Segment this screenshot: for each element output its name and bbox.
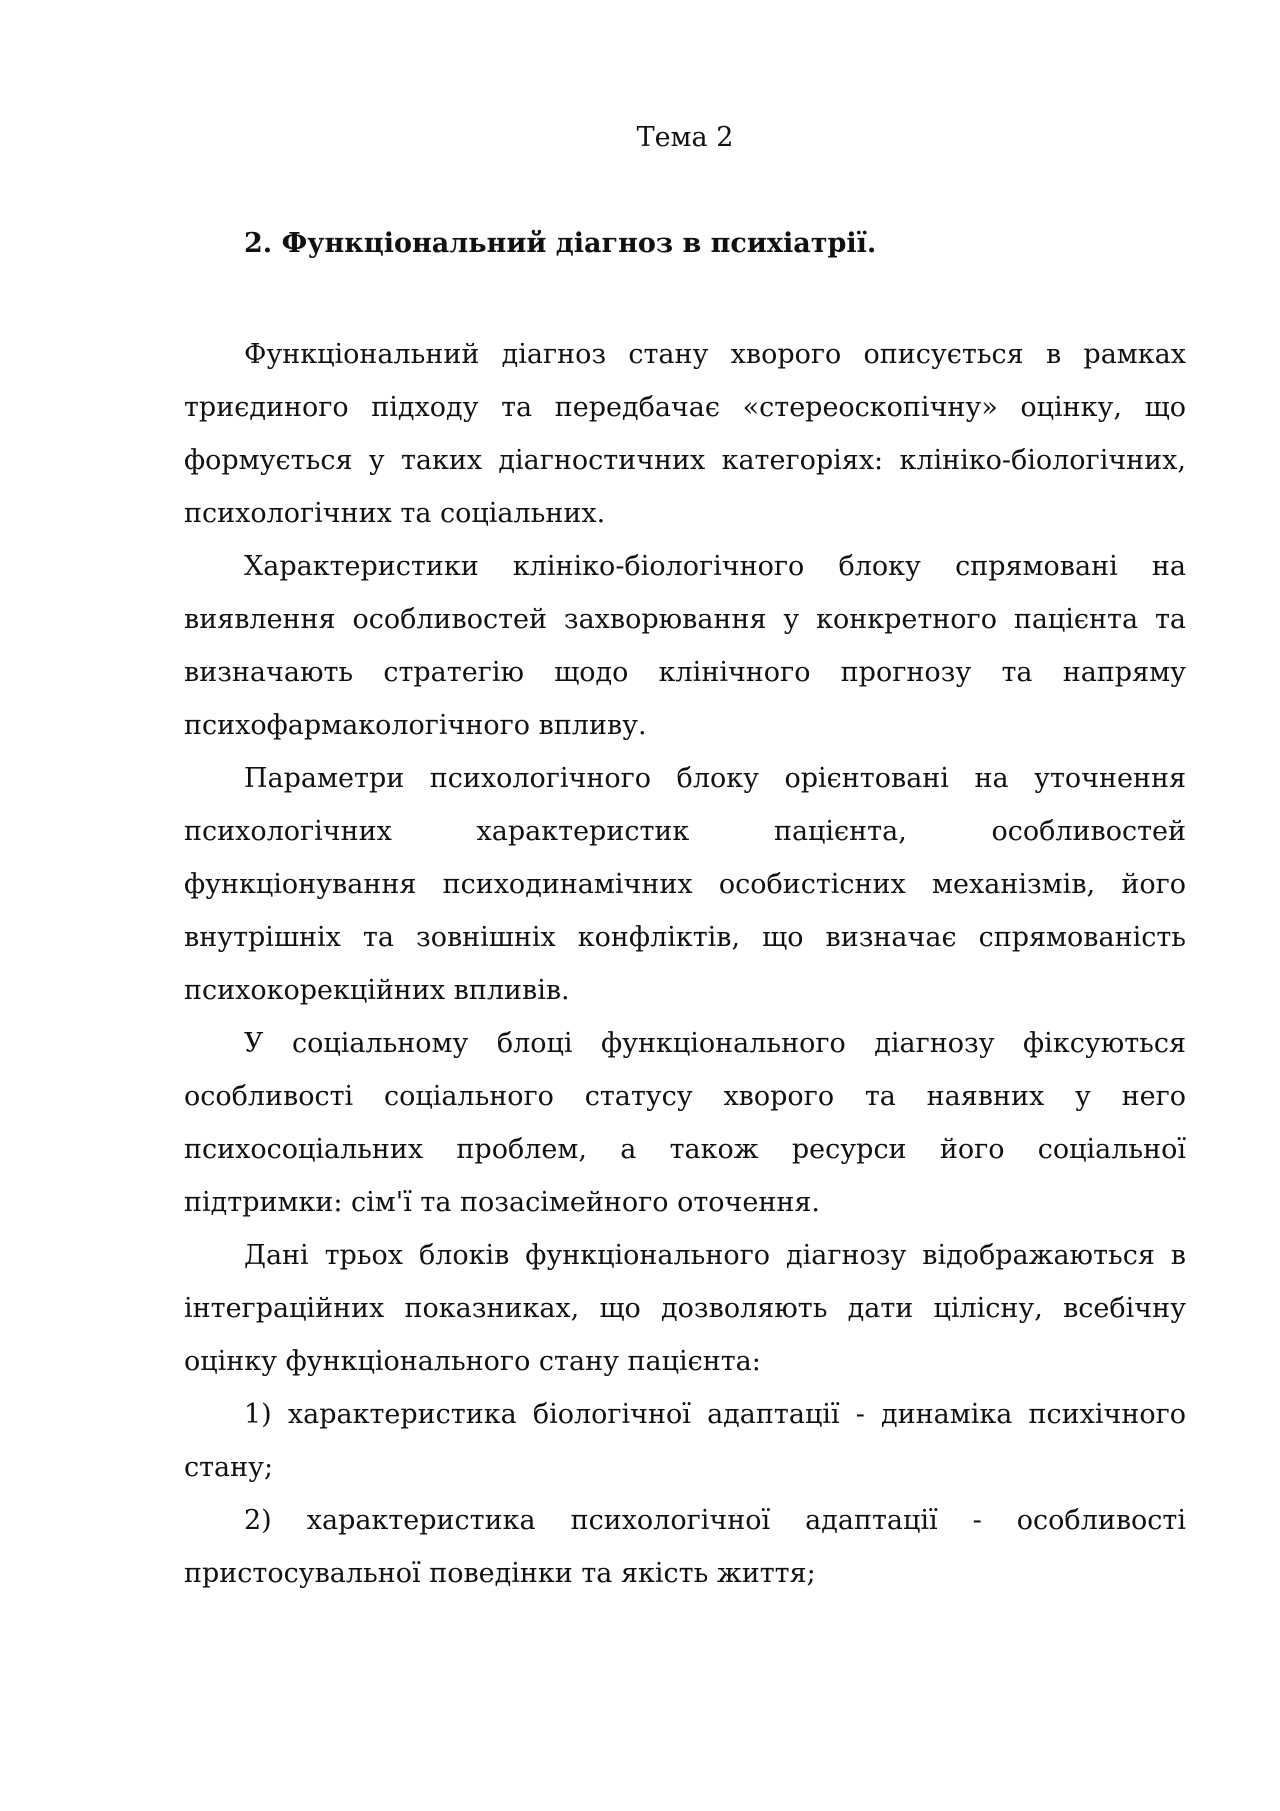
paragraph: Характеристики клініко-біологічного блоку спрямовані на виявлення особливостей захворювання у конкретного пацієнта та визначають стратегію щодо клінічного прогнозу та напряму психофармакологічного впливу. bbox=[184, 551, 1186, 741]
document-page bbox=[184, 118, 1186, 1600]
paragraph: Параметри психологічного блоку орієнтовані на уточнення психологічних характеристик пацієнта, особливостей функціонування психодинамічних особистісних механізмів, його внутрішніх та зовнішніх конфліктів, що визначає спрямованість психокорекційних впливів. bbox=[184, 763, 1186, 1006]
section-heading: 2. Функціональний діагноз в психіатрії. bbox=[244, 228, 877, 259]
topic-label: Тема 2 bbox=[636, 122, 734, 153]
paragraph: У соціальному блоці функціонального діагнозу фіксуються особливості соціального статусу хворого та наявних у него психосоціальних проблем, а також ресурси його соціальної підтримки: сім'ї та позасімейного оточення. bbox=[184, 1028, 1186, 1218]
list-item: 1) характеристика біологічної адаптації - динаміка психічного стану; bbox=[184, 1399, 1186, 1483]
list-item: 2) характеристика психологічної адаптації - особливості пристосувальної поведінки та якість життя; bbox=[184, 1505, 1186, 1589]
paragraph: Функціональний діагноз стану хворого описується в рамках триєдиного підходу та передбачає «стереоскопічну» оцінку, що формується у таких діагностичних категоріях: клініко-біологічних, психологічних та соціальних. bbox=[184, 339, 1186, 529]
paragraph: Дані трьох блоків функціонального діагнозу відображаються в інтеграційних показниках, що дозволяють дати цілісну, всебічну оцінку функціонального стану пацієнта: bbox=[184, 1240, 1186, 1377]
